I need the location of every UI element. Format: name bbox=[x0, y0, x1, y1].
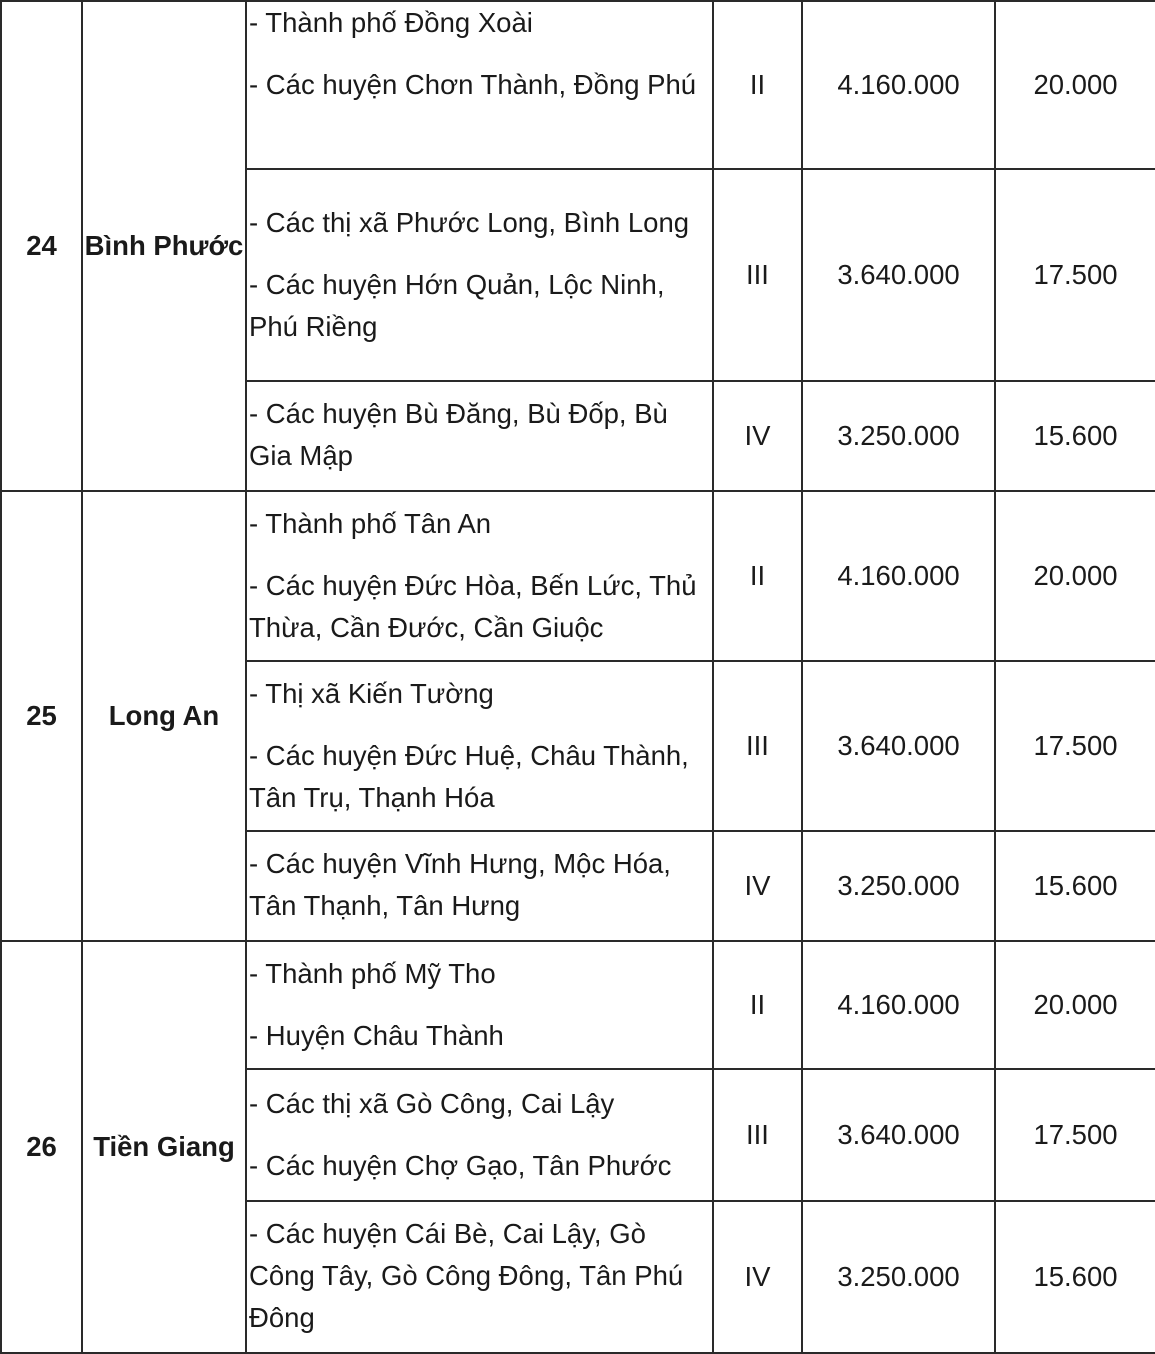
monthly-wage-cell: 3.250.000 bbox=[802, 831, 995, 941]
hourly-wage-cell: 15.600 bbox=[995, 1201, 1155, 1353]
monthly-wage-cell: 3.250.000 bbox=[802, 1201, 995, 1353]
area-line: - Thành phố Tân An bbox=[249, 508, 492, 539]
hourly-wage-cell: 15.600 bbox=[995, 381, 1155, 491]
area-line: - Thị xã Kiến Tường bbox=[249, 678, 494, 709]
province-number: 24 bbox=[1, 1, 82, 491]
hourly-wage-cell: 17.500 bbox=[995, 661, 1155, 831]
region-cell: II bbox=[713, 1, 802, 169]
area-cell bbox=[246, 491, 713, 661]
hourly-wage-cell: 15.600 bbox=[995, 831, 1155, 941]
area-line: - Các huyện Đức Huệ, Châu Thành, Tân Trụ, Thạnh Hóa bbox=[249, 740, 689, 813]
province-name: Long An bbox=[82, 491, 246, 941]
province-name: Bình Phước bbox=[82, 1, 246, 491]
area-line: - Các huyện Bù Đăng, Bù Đốp, Bù Gia Mập bbox=[249, 398, 668, 471]
area-line: - Các thị xã Gò Công, Cai Lậy bbox=[249, 1088, 615, 1119]
monthly-wage-cell: 3.640.000 bbox=[802, 169, 995, 381]
monthly-wage-cell: 3.250.000 bbox=[802, 381, 995, 491]
region-cell: III bbox=[713, 169, 802, 381]
monthly-wage-cell: 4.160.000 bbox=[802, 491, 995, 661]
area-line: - Các huyện Cái Bè, Cai Lậy, Gò Công Tây, Gò Công Đông, Tân Phú Đông bbox=[249, 1218, 684, 1333]
area-cell bbox=[246, 1201, 713, 1353]
area-cell bbox=[246, 831, 713, 941]
area-cell bbox=[246, 169, 713, 381]
area-line: - Các huyện Hớn Quản, Lộc Ninh, Phú Riềng bbox=[249, 269, 665, 342]
hourly-wage-cell: 20.000 bbox=[995, 1, 1155, 169]
area-line: - Thành phố Mỹ Tho bbox=[249, 958, 496, 989]
hourly-wage-cell: 17.500 bbox=[995, 169, 1155, 381]
area-cell bbox=[246, 1, 713, 169]
region-cell: III bbox=[713, 661, 802, 831]
area-cell bbox=[246, 661, 713, 831]
region-cell: IV bbox=[713, 1201, 802, 1353]
area-line: - Huyện Châu Thành bbox=[249, 1020, 504, 1051]
table-row bbox=[1, 941, 1155, 1069]
area-line: - Các huyện Chợ Gạo, Tân Phước bbox=[249, 1150, 672, 1181]
area-line: - Các huyện Đức Hòa, Bến Lức, Thủ Thừa, Cần Đước, Cần Giuộc bbox=[249, 570, 697, 643]
region-cell: II bbox=[713, 491, 802, 661]
monthly-wage-cell: 3.640.000 bbox=[802, 1069, 995, 1201]
area-cell bbox=[246, 381, 713, 491]
region-cell: IV bbox=[713, 381, 802, 491]
area-cell bbox=[246, 941, 713, 1069]
table-row bbox=[1, 1, 1155, 169]
region-cell: III bbox=[713, 1069, 802, 1201]
area-line: - Các thị xã Phước Long, Bình Long bbox=[249, 207, 690, 238]
area-cell bbox=[246, 1069, 713, 1201]
hourly-wage-cell: 17.500 bbox=[995, 1069, 1155, 1201]
monthly-wage-cell: 4.160.000 bbox=[802, 1, 995, 169]
monthly-wage-cell: 4.160.000 bbox=[802, 941, 995, 1069]
region-cell: IV bbox=[713, 831, 802, 941]
hourly-wage-cell: 20.000 bbox=[995, 941, 1155, 1069]
province-number: 25 bbox=[1, 491, 82, 941]
area-line: - Các huyện Vĩnh Hưng, Mộc Hóa, Tân Thạnh, Tân Hưng bbox=[249, 848, 671, 921]
monthly-wage-cell: 3.640.000 bbox=[802, 661, 995, 831]
province-number: 26 bbox=[1, 941, 82, 1353]
table-row bbox=[1, 491, 1155, 661]
region-cell: II bbox=[713, 941, 802, 1069]
province-name: Tiền Giang bbox=[82, 941, 246, 1353]
hourly-wage-cell: 20.000 bbox=[995, 491, 1155, 661]
area-line: - Thành phố Đồng Xoài bbox=[249, 7, 533, 38]
area-line: - Các huyện Chơn Thành, Đồng Phú bbox=[249, 69, 697, 100]
